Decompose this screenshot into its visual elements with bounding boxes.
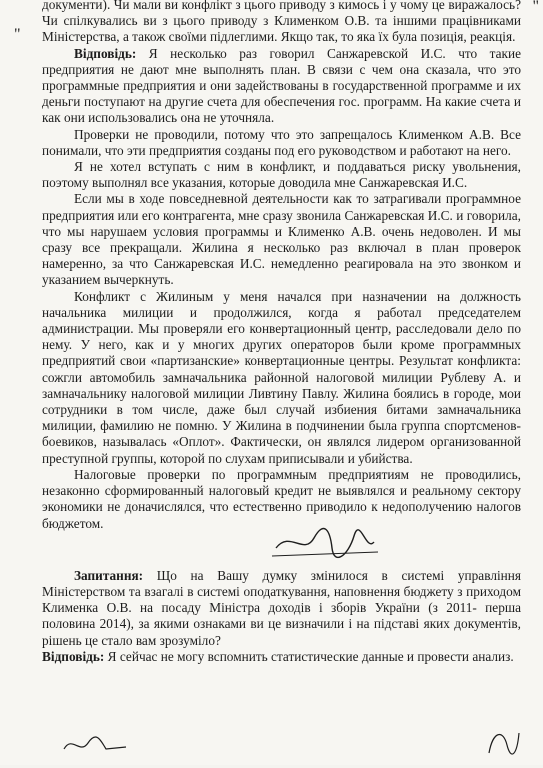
answer-paragraph-3: Я не хотел вступать с ним в конфликт, и поддаваться риску увольнения, поэтому выполнял все указания, которые доводила мне Санжаревская И.С.	[42, 159, 521, 191]
margin-mark: "	[14, 26, 21, 43]
answer-paragraph-7	[42, 649, 521, 665]
question-label: Запитання:	[74, 567, 144, 583]
answer-text-2: Я сейчас не могу вспомнить статистические данные и провести анализ.	[104, 648, 514, 664]
margin-mark-right: "	[532, 0, 539, 15]
question-paragraph-2	[42, 568, 521, 649]
answer-paragraph-2: Проверки не проводили, потому что это запрещалось Клименком А.В. Все понимали, что эти предприятия созданы под его руководством и работают на него.	[42, 126, 521, 158]
answer-text: Я несколько раз говорил Санжаревской И.С. что такие предприятия не дают мне выполнять план. В связи с чем она сказала, что это программные предприятия и они задействованы в государственной программе и их деньги поступают на другие счета для обеспечения гос. программ. На какие счета и как они использовались она не уточняла.	[42, 45, 521, 126]
answer-paragraph-5: Конфликт с Жилиным у меня начался при назначении на должность начальника милиции и продолжился, когда я работал председателем администрации. Мы проверяли его конвертационный центр, расследовали дело по нему. У него, как и у многих других операторов были кроме программных предприятий свои «партизанские» конвертационные центры. Результат конфликта: сожгли автомобиль замначальника районной налоговой милиции Рублеву А. и замначальнику налоговой милиции Ливтину Павлу. Жилина боялись в городе, мои сотрудники в том числе, даже был случай избиения битами замначальника милиции, фамилию не помню. У Жилина в подчинении была группа спортсменов-боевиков, называлась «Оплот». Фактически, он являлся лидером организованной преступной группы, которой по слухам приписывали и убийства.	[42, 288, 521, 466]
signature-scribble-icon	[270, 526, 380, 566]
question-continuation: документи). Чи мали ви конфлікт з цього приводу з кимось і у чому це виражалось? Чи спілкувались ви з цього приводу з Клименком О.В. та іншими працівниками Міністерства, а також своїми підлеглими. Якщо так, то яка їх була позиція, реакція.	[42, 0, 521, 45]
signature-middle	[42, 532, 521, 554]
signature-bottom-left-icon	[60, 733, 130, 759]
answer-label-2: Відповідь:	[42, 648, 105, 664]
answer-label: Відповідь:	[74, 45, 137, 61]
answer-paragraph-1	[42, 46, 521, 127]
answer-paragraph-6: Налоговые проверки по программным предприятиям не проводились, незаконно сформированный налоговый кредит не выявлялся и реальному сектору экономики не доначислялся, что естественно приводило к недополучению налогов бюджетом.	[42, 466, 521, 531]
question-text: Що на Вашу думку змінилося в системі управління Міністерством та взагалі в системі оподаткування, наповнення бюджету з приходом Клименка О.В. на посаду Міністра доходів і зборів України (з 2011- перша половина 2014), за якими ознаками ви це визначили і на підставі яких документів, рішень це стало вам зрозуміло?	[42, 567, 521, 648]
answer-paragraph-4: Если мы в ходе повседневной деятельности как то затрагивали программное предприятия или его контрагента, мне сразу звонила Санжаревская И.С. и говорила, что мы нарушаем условия программы и Клименко А.В. очень недоволен. И мы сразу все прекращали. Жилина я несколько раз включал в план проверок намеренно, за что Санжаревская И.С. немедленно реагировала на это звонком и указанием вычеркнуть.	[42, 191, 521, 288]
signature-bottom-right-icon	[483, 725, 523, 759]
